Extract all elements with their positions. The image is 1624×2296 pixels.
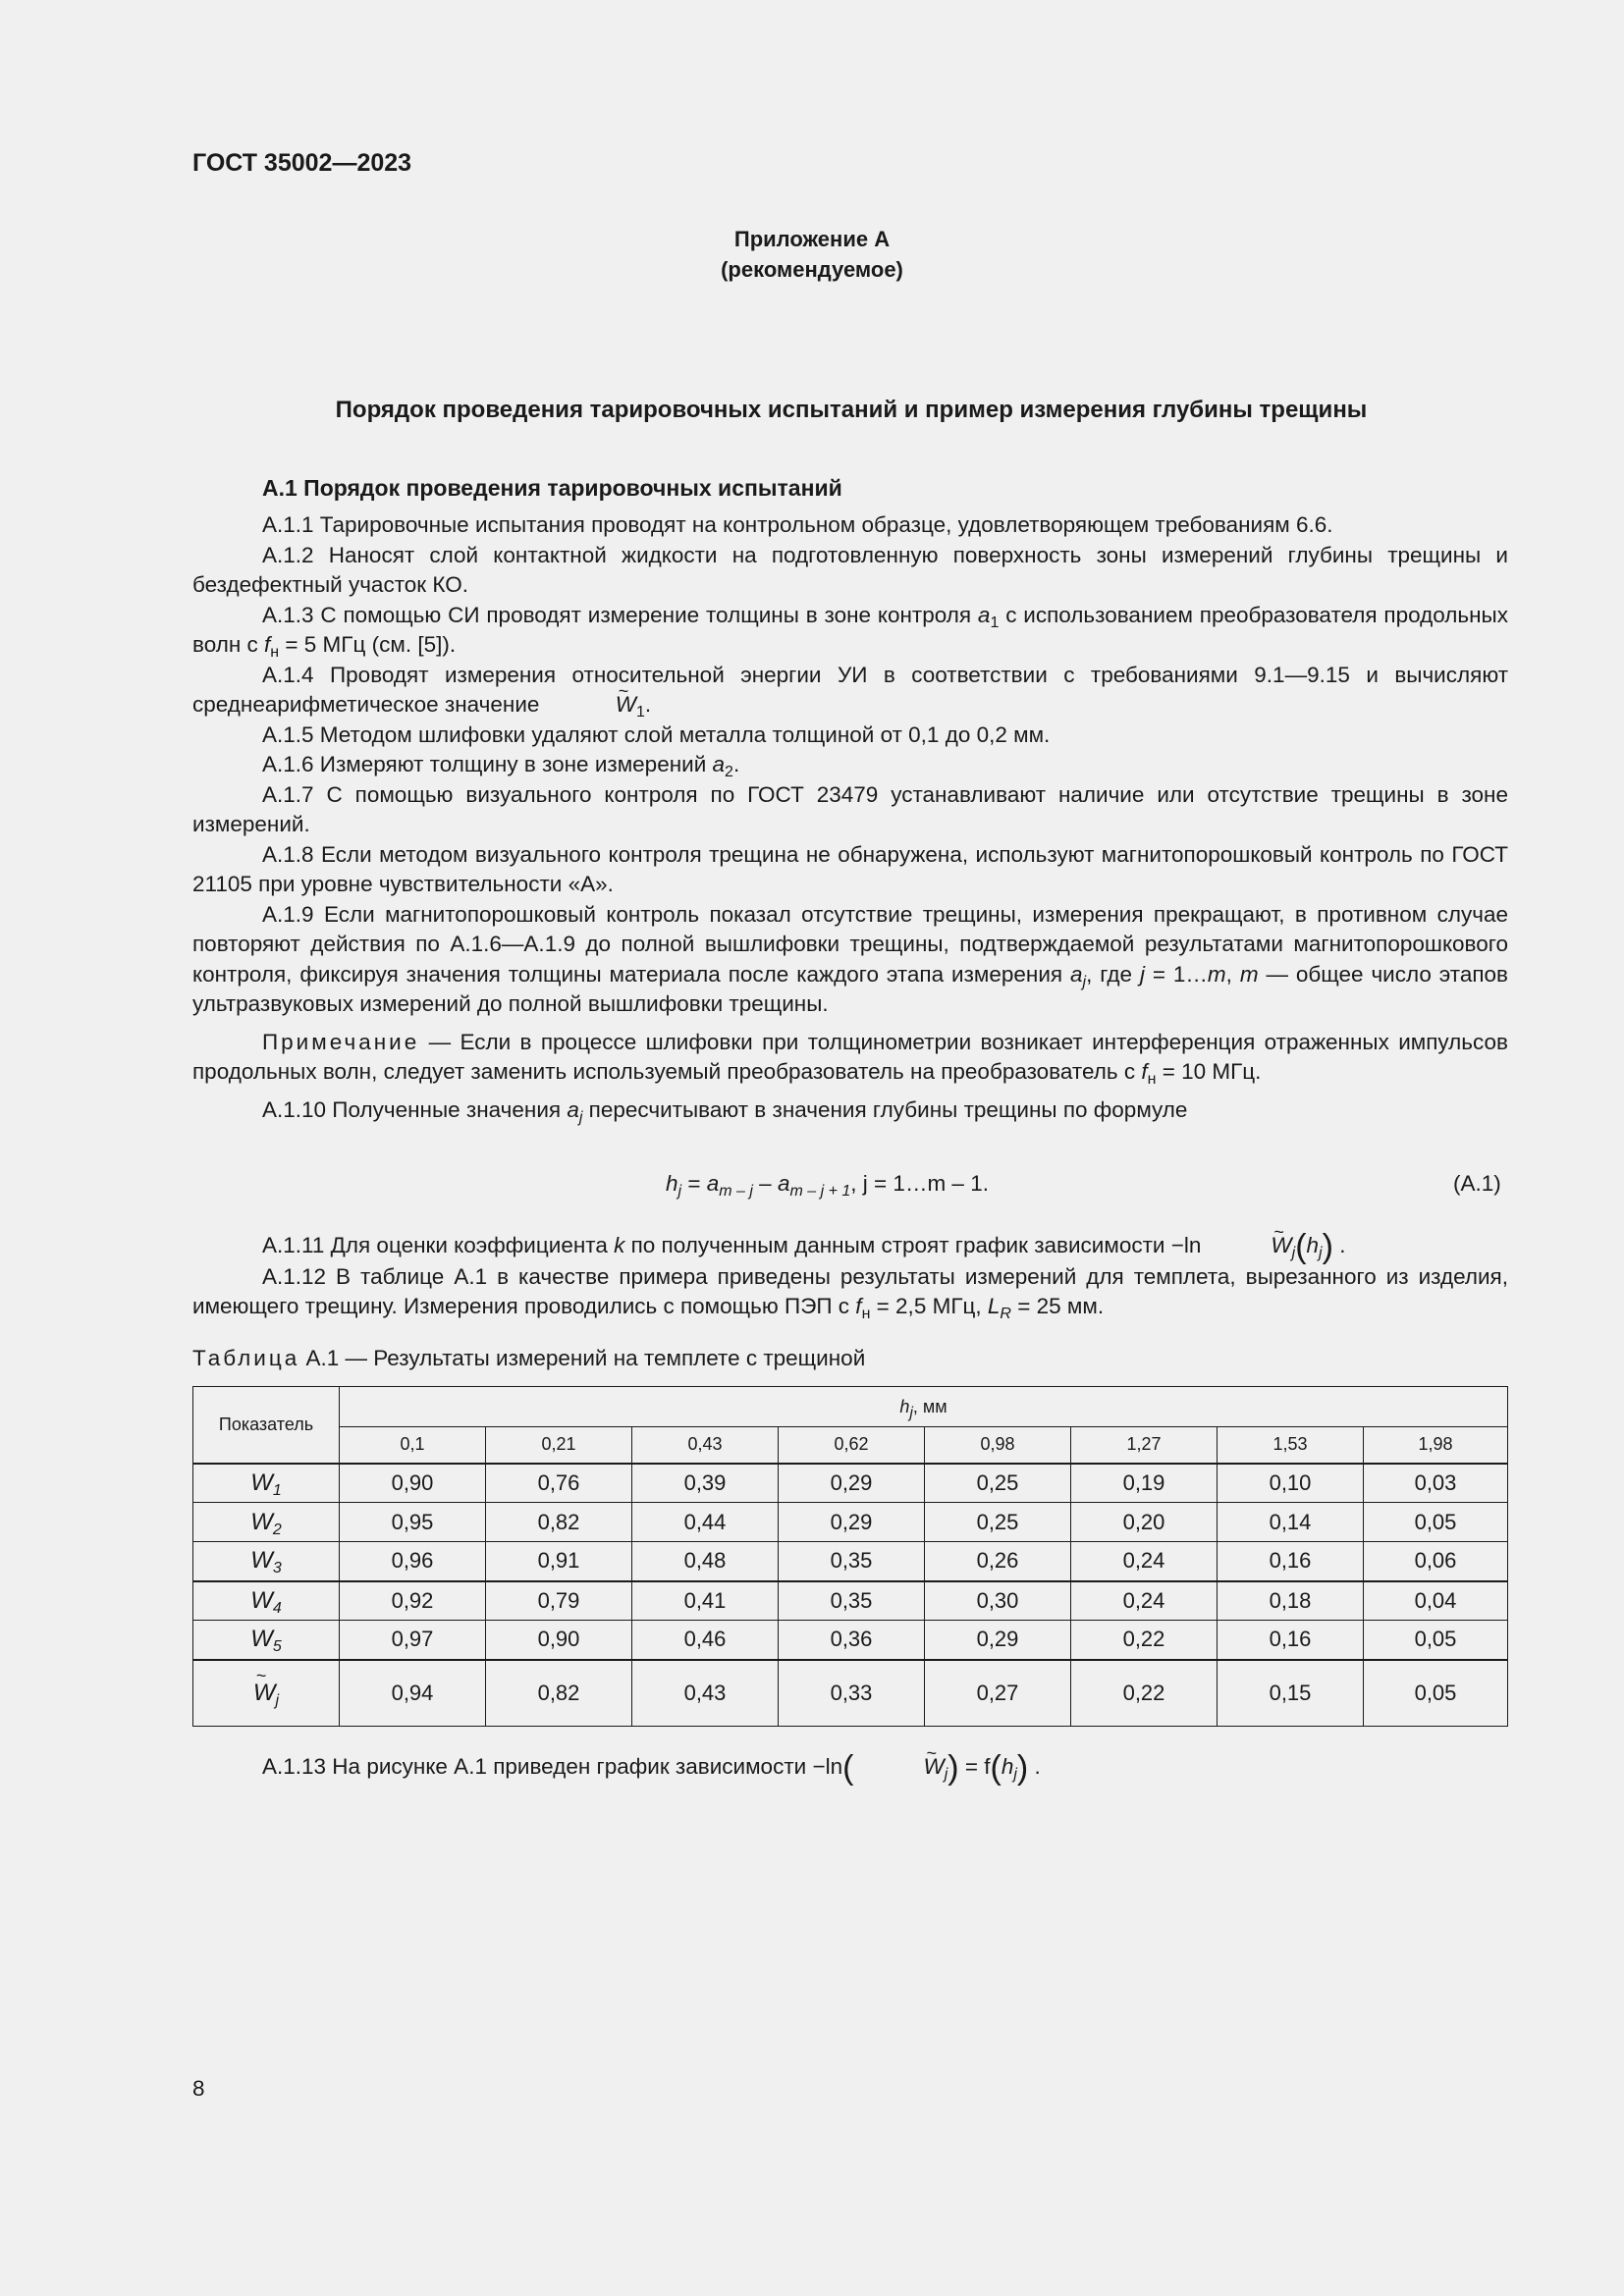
para-a-1-8: А.1.8 Если методом визуального контроля трещина не обнаружена, используют магнитопорошковый контроль по ГОСТ 21105 при уровне чувствительности «А». <box>192 841 1508 896</box>
table-cell: 0,19 <box>1071 1464 1218 1503</box>
row-label: $W_4$ <box>193 1581 340 1621</box>
table-body <box>193 1464 1508 1727</box>
depth-column-header: 0,21 <box>486 1427 632 1464</box>
table-cell: 0,35 <box>779 1542 925 1581</box>
body-text-lower <box>192 1749 1508 1787</box>
table-cell: 0,24 <box>1071 1581 1218 1621</box>
depth-group-header: $h_j$, мм <box>340 1387 1508 1427</box>
table-cell: 0,90 <box>486 1621 632 1660</box>
table-cell: 0,06 <box>1364 1542 1508 1581</box>
table-cell: 0,22 <box>1071 1621 1218 1660</box>
table-cell: 0,35 <box>779 1581 925 1621</box>
table-cell: 0,44 <box>632 1503 779 1542</box>
body-text-middle <box>192 1228 1508 1322</box>
table-cell: 0,82 <box>486 1503 632 1542</box>
document-code: ГОСТ 35002—2023 <box>192 149 412 177</box>
table-cell: 0,33 <box>779 1660 925 1727</box>
row-label: $W_5$ <box>193 1621 340 1660</box>
table-cell: 0,18 <box>1218 1581 1364 1621</box>
table-cell: 0,41 <box>632 1581 779 1621</box>
formula-number: (А.1) <box>1453 1171 1501 1196</box>
indicator-header: Показатель <box>193 1387 340 1464</box>
table-cell: 0,14 <box>1218 1503 1364 1542</box>
section-title: Порядок проведения тарировочных испытаний и пример измерения глубины трещины <box>335 397 1368 423</box>
table-cell: 0,29 <box>925 1621 1071 1660</box>
table-cell: 0,16 <box>1218 1621 1364 1660</box>
table-row <box>193 1542 1508 1581</box>
subsection-title: А.1 Порядок проведения тарировочных испытаний <box>262 475 842 501</box>
table-cell: 0,48 <box>632 1542 779 1581</box>
para-a-1-9: А.1.9 Если магнитопорошковый контроль показал отсутствие трещины, измерения прекращают, в противном случае повторяют действия по А.1.6—А.1.9 до полной вышлифовки трещины, подтверждаемой результатами магнитопорошкового контроля, фиксируя значения толщины материала после каждого этапа измерения $a_j$, где j = 1…m, m — общее число этапов ультразвуковых измерений до полной вышлифовки трещины. <box>192 901 1508 1016</box>
row-label: $W_3$ <box>193 1542 340 1581</box>
table-cell: 0,94 <box>340 1660 486 1727</box>
depth-column-header: 0,98 <box>925 1427 1071 1464</box>
table-cell: 0,26 <box>925 1542 1071 1581</box>
row-label: ~ $W_j$ <box>193 1660 340 1727</box>
table-cell: 0,96 <box>340 1542 486 1581</box>
table-cell: 0,79 <box>486 1581 632 1621</box>
row-label: $W_2$ <box>193 1503 340 1542</box>
table-cell: 0,27 <box>925 1660 1071 1727</box>
note: Примечание — Если в процессе шлифовки при толщинометрии возникает интерференция отраженных импульсов продольных волн, следует заменить используемый преобразователь на преобразователь с $f_н = 10$ МГц. <box>192 1029 1508 1088</box>
results-table <box>192 1386 1508 1727</box>
para-a-1-4: А.1.4 Проводят измерения относительной энергии УИ в соответствии с требованиями 9.1—9.15 и вычисляют среднеарифметическое значение ~ $W_1$. <box>192 661 1508 721</box>
depth-column-header: 1,53 <box>1218 1427 1364 1464</box>
table-cell: 0,43 <box>632 1660 779 1727</box>
table-cell: 0,05 <box>1364 1503 1508 1542</box>
table-cell: 0,15 <box>1218 1660 1364 1727</box>
table-cell: 0,25 <box>925 1464 1071 1503</box>
table-cell: 0,91 <box>486 1542 632 1581</box>
table-row <box>193 1621 1508 1660</box>
table-cell: 0,95 <box>340 1503 486 1542</box>
table-cell: 0,29 <box>779 1464 925 1503</box>
table-caption: Таблица А.1 — Результаты измерений на темплете с трещиной <box>192 1346 866 1370</box>
table-cell: 0,39 <box>632 1464 779 1503</box>
table-row <box>193 1581 1508 1621</box>
depth-column-header: 1,27 <box>1071 1427 1218 1464</box>
table-cell: 0,10 <box>1218 1464 1364 1503</box>
table-cell: 0,05 <box>1364 1660 1508 1727</box>
note-label: Примечание <box>262 1029 420 1054</box>
table-cell: 0,03 <box>1364 1464 1508 1503</box>
para-a-1-2: А.1.2 Наносят слой контактной жидкости на подготовленную поверхность зоны измерений глубины трещины и бездефектный участок КО. <box>192 542 1508 597</box>
para-a-1-12: А.1.12 В таблице А.1 в качестве примера приведены результаты измерений для темплета, вырезанного из изделия, имеющего трещину. Измерения проводились с помощью ПЭП с $f_н = 2,5$ МГц, $L_R = 25$ мм. <box>192 1263 1508 1322</box>
appendix-status: (рекомендуемое) <box>721 257 903 282</box>
depth-columns-row <box>193 1427 1508 1464</box>
table-header-row <box>193 1387 1508 1427</box>
table-cell: 0,24 <box>1071 1542 1218 1581</box>
depth-column-header: 0,62 <box>779 1427 925 1464</box>
table-cell: 0,29 <box>779 1503 925 1542</box>
para-a-1-3: А.1.3 С помощью СИ проводят измерение толщины в зоне контроля $a_1$ с использованием преобразователя продольных волн с $f_н = 5$ МГц (см. [5]). <box>192 602 1508 661</box>
table-cell: 0,90 <box>340 1464 486 1503</box>
row-label: $W_1$ <box>193 1464 340 1503</box>
table-cell: 0,25 <box>925 1503 1071 1542</box>
table-cell: 0,22 <box>1071 1660 1218 1727</box>
para-a-1-5: А.1.5 Методом шлифовки удаляют слой металла толщиной от 0,1 до 0,2 мм. <box>262 721 1051 747</box>
para-a-1-10: А.1.10 Полученные значения $a_j$ пересчитывают в значения глубины трещины по формуле <box>262 1096 1188 1126</box>
body-text-upper <box>192 510 1508 1125</box>
table-cell: 0,76 <box>486 1464 632 1503</box>
table-cell: 0,30 <box>925 1581 1071 1621</box>
para-a-1-7: А.1.7 С помощью визуального контроля по ГОСТ 23479 устанавливают наличие или отсутствие трещины в зоне измерений. <box>192 781 1508 836</box>
page-number: 8 <box>192 2076 205 2101</box>
appendix-title: Приложение А <box>733 227 891 251</box>
table-cell: 0,20 <box>1071 1503 1218 1542</box>
para-a-1-11: А.1.11 Для оценки коэффициента k по полученным данным строят график зависимости −ln~ $W_j(h_j)$ . <box>192 1231 1508 1262</box>
table-cell: 0,05 <box>1364 1621 1508 1660</box>
table-row <box>193 1503 1508 1542</box>
para-a-1-6: А.1.6 Измеряют толщину в зоне измерений $a_2$. <box>262 752 740 780</box>
depth-column-header: 1,98 <box>1364 1427 1508 1464</box>
formula-expression: $h_j = a_{m - j} - a_{m - j + 1}$, j = 1…m – 1. <box>666 1171 989 1200</box>
table-cell: 0,46 <box>632 1621 779 1660</box>
table-cell: 0,04 <box>1364 1581 1508 1621</box>
table-row <box>193 1464 1508 1503</box>
table-cell: 0,82 <box>486 1660 632 1727</box>
table-cell: 0,97 <box>340 1621 486 1660</box>
para-a-1-13: А.1.13 На рисунке А.1 приведен график зависимости −ln(~ $W_j) = f(h_j)$ . <box>192 1752 1508 1784</box>
table-cell: 0,36 <box>779 1621 925 1660</box>
table-row <box>193 1660 1508 1727</box>
para-a-1-1: А.1.1 Тарировочные испытания проводят на контрольном образце, удовлетворяющем требованиям 6.6. <box>262 512 1333 537</box>
table-cell: 0,92 <box>340 1581 486 1621</box>
depth-column-header: 0,1 <box>340 1427 486 1464</box>
table-cell: 0,16 <box>1218 1542 1364 1581</box>
depth-column-header: 0,43 <box>632 1427 779 1464</box>
